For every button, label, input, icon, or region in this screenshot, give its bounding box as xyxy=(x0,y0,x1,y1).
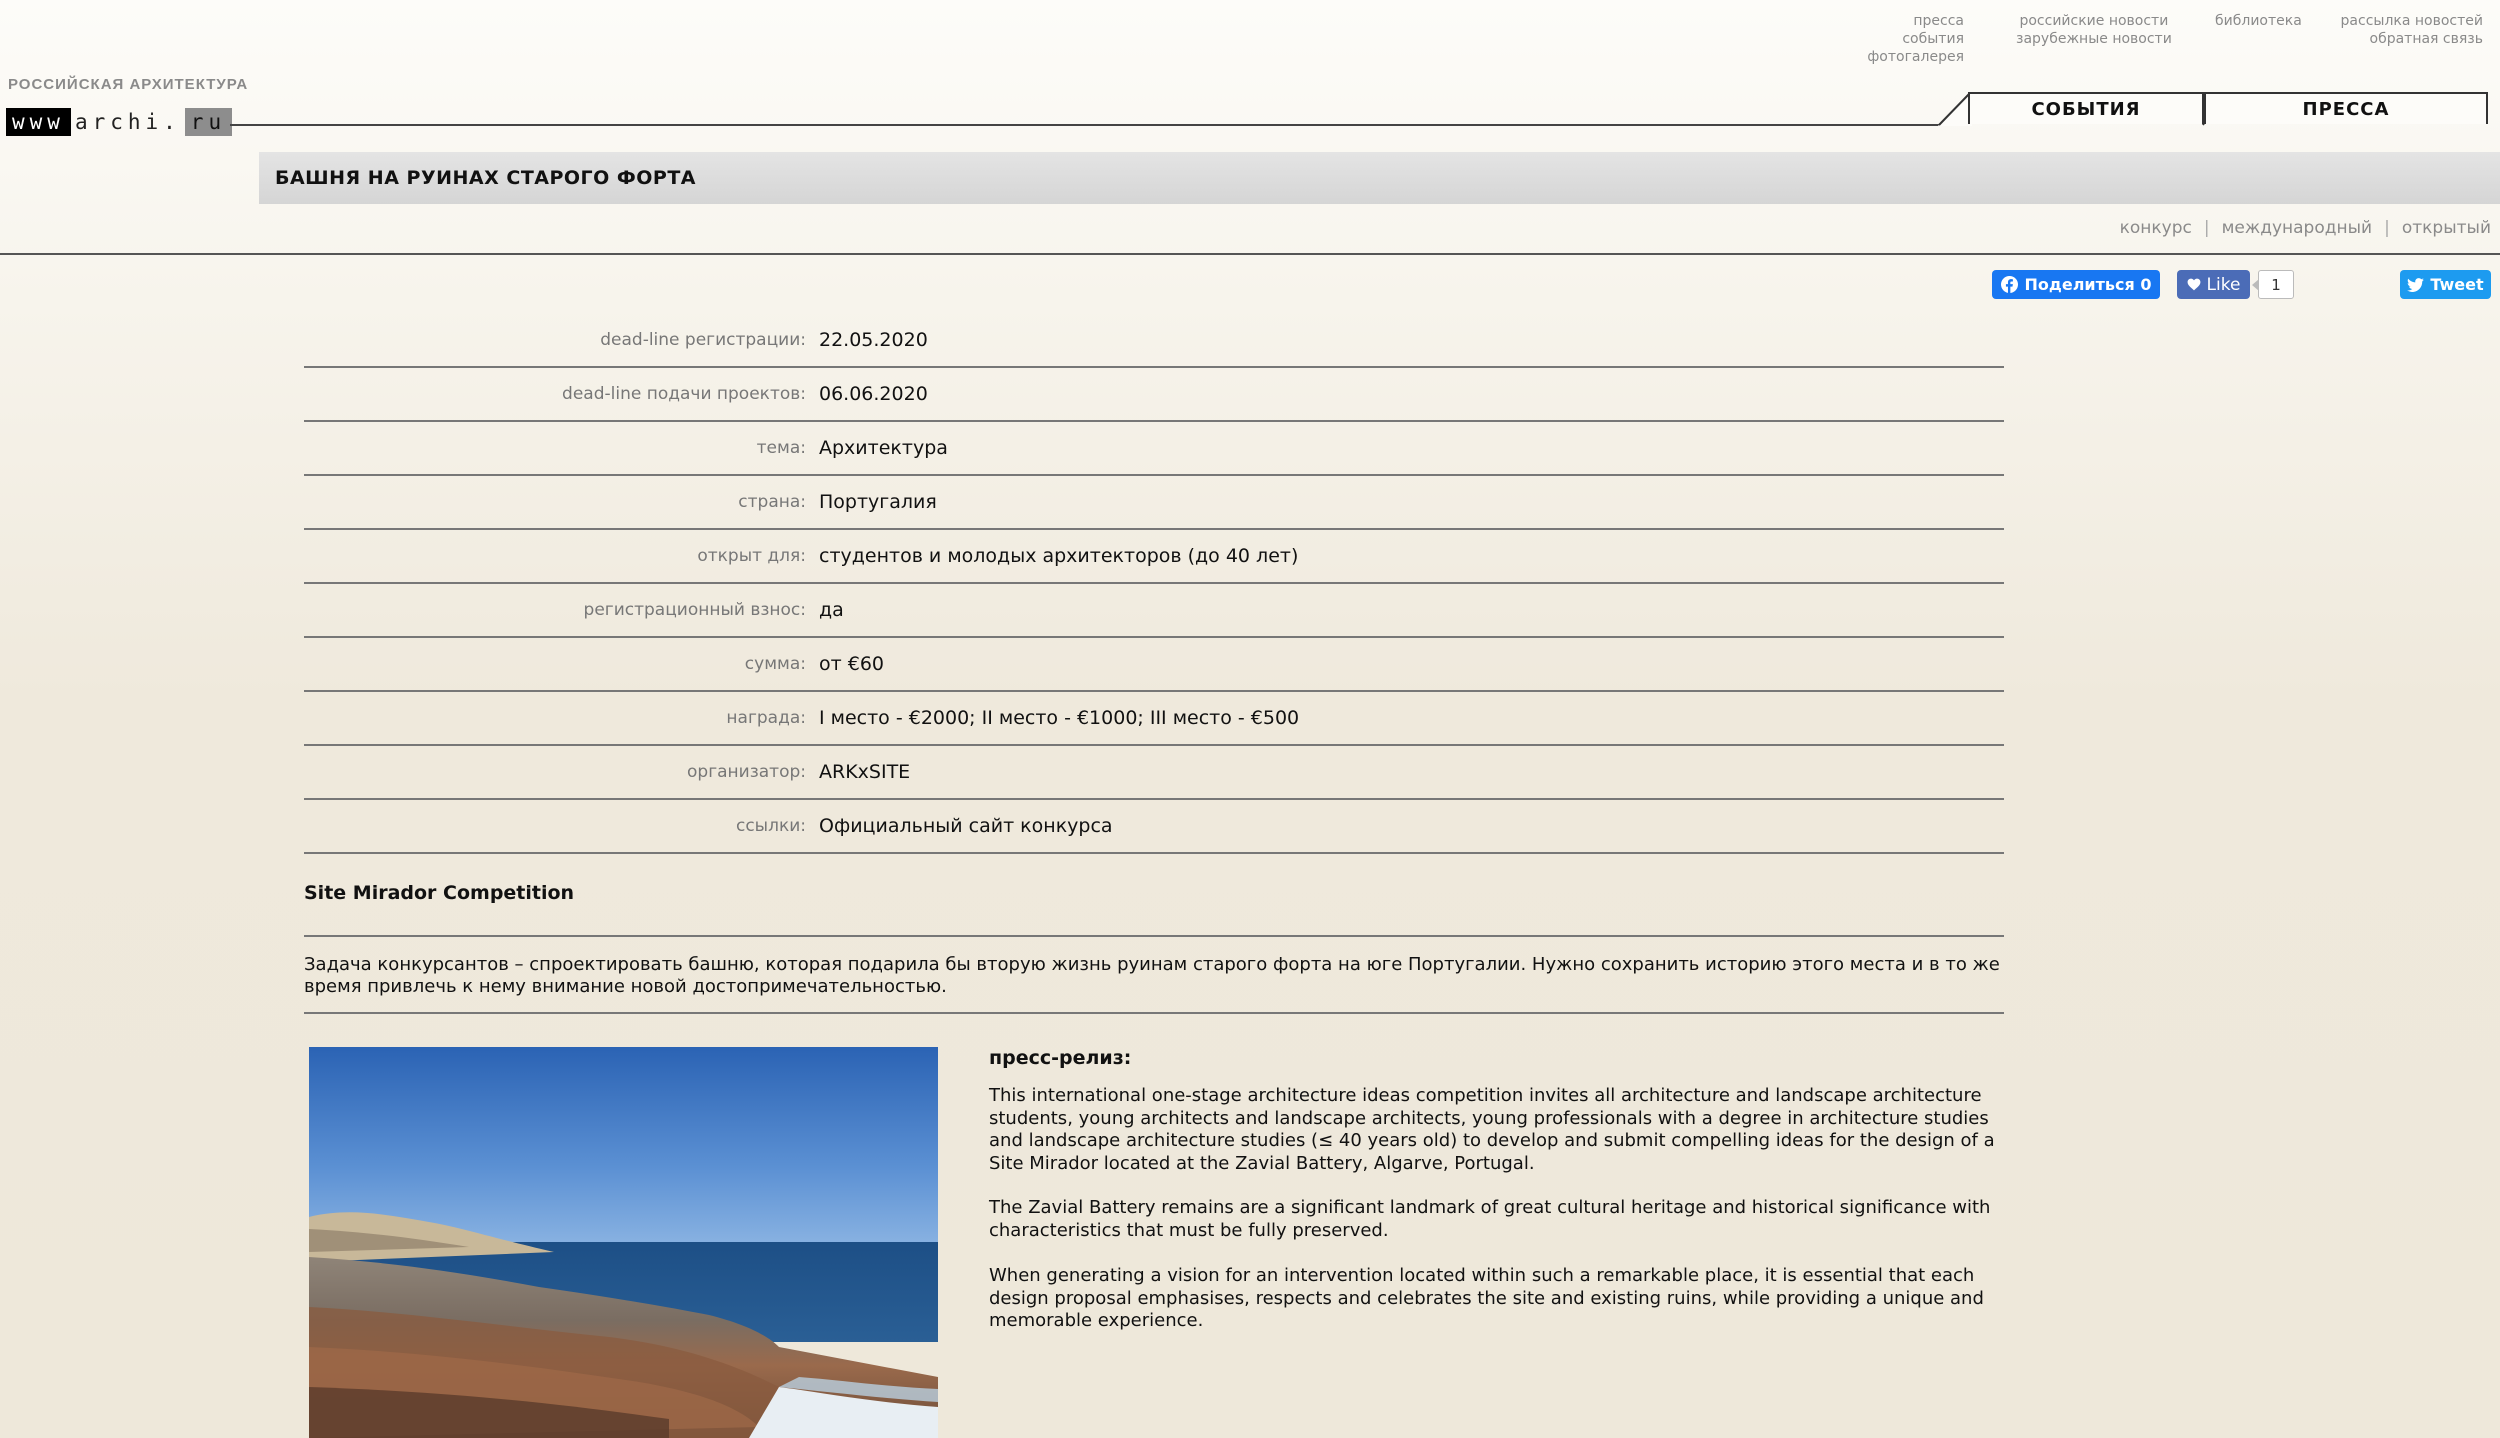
topnav-link-russian-news[interactable]: российские новости xyxy=(2019,13,2169,29)
section-divider xyxy=(304,935,2004,937)
logo-www: www xyxy=(6,108,71,136)
tag-separator: | xyxy=(2384,218,2390,238)
tag-open[interactable]: открытый xyxy=(2401,218,2491,238)
info-label: dead-line регистрации: xyxy=(600,330,806,350)
topnav-link-newsletter[interactable]: рассылка новостей xyxy=(2340,13,2483,29)
topnav-link-gallery[interactable]: фотогалерея xyxy=(1867,49,1964,65)
info-label: страна: xyxy=(738,492,806,512)
content-divider xyxy=(0,253,2500,255)
press-release-paragraph: This international one-stage architecture ideas competition invites all architecture and landscape architecture students, young architects and landscape architects, young professionals with a degree in architecture studies and landscape architecture studies (≤ 40 years old) to develop and submit compelling ideas for the design of a Site Mirador located at the Zavial Battery, Algarve, Portugal. xyxy=(989,1085,1995,1174)
info-row-submission-deadline xyxy=(304,368,2004,422)
info-row-amount xyxy=(304,638,2004,692)
title-bar xyxy=(259,152,2500,204)
info-row-prize xyxy=(304,692,2004,746)
topnav-col-1 xyxy=(1867,12,1964,66)
page-title: БАШНЯ НА РУИНАХ СТАРОГО ФОРТА xyxy=(275,167,697,189)
info-row-links xyxy=(304,800,2004,854)
info-value: Архитектура xyxy=(819,437,948,459)
info-row-registration-fee xyxy=(304,584,2004,638)
topnav-link-foreign-news[interactable]: зарубежные новости xyxy=(2016,31,2172,47)
press-release-paragraph: When generating a vision for an intervention located within such a remarkable place, it is essential that each design proposal emphasises, respects and celebrates the site and existing ruins, while providing a unique and memorable experience. xyxy=(989,1265,1984,1331)
info-row-open-for xyxy=(304,530,2004,584)
topnav-link-events[interactable]: события xyxy=(1902,31,1964,47)
facebook-icon xyxy=(2001,276,2018,293)
topnav-link-press[interactable]: пресса xyxy=(1913,13,1964,29)
logo-domain: archi. xyxy=(74,110,181,134)
info-label: dead-line подачи проектов: xyxy=(562,384,806,404)
logo-caption: РОССИЙСКАЯ АРХИТЕКТУРА xyxy=(8,76,249,93)
coastline-image xyxy=(309,1047,938,1438)
topnav-col-3 xyxy=(2215,12,2302,30)
tab-events[interactable] xyxy=(1968,92,2204,124)
info-value: студентов и молодых архитекторов (до 40 лет) xyxy=(819,545,1299,567)
info-value: ARKxSITE xyxy=(819,761,911,783)
info-row-registration-deadline xyxy=(304,314,2004,368)
info-value: I место - €2000; II место - €1000; III место - €500 xyxy=(819,707,1300,729)
tag-competition[interactable]: конкурс xyxy=(2119,218,2192,238)
info-label: награда: xyxy=(726,708,806,728)
info-label: открыт для: xyxy=(697,546,806,566)
like-count: 1 xyxy=(2258,270,2294,299)
info-label: ссылки: xyxy=(735,816,806,836)
info-label: регистрационный взнос: xyxy=(583,600,806,620)
tweet-label: Tweet xyxy=(2430,275,2484,294)
info-value: Португалия xyxy=(819,491,937,513)
tab-press-label: ПРЕССА xyxy=(2302,98,2390,120)
info-row-theme xyxy=(304,422,2004,476)
tab-press[interactable] xyxy=(2204,92,2488,124)
competition-description: Задача конкурсантов – спроектировать башню, которая подарила бы вторую жизнь руинам старого форта на юге Португалии. Нужно сохранить историю этого места и в то же время привлечь к нему внимание новой достопримечательностью. xyxy=(304,954,2000,997)
logo-tld: ru xyxy=(185,108,232,136)
site-logo[interactable] xyxy=(6,108,232,136)
press-release-heading: пресс-релиз: xyxy=(989,1047,1132,1069)
info-value: 22.05.2020 xyxy=(819,329,928,351)
official-site-link[interactable]: Официальный сайт конкурса xyxy=(819,815,1113,837)
header-divider xyxy=(230,124,1943,126)
category-tags xyxy=(2120,218,2491,238)
facebook-share-label: Поделиться 0 xyxy=(2024,275,2152,294)
section-title: Site Mirador Competition xyxy=(304,882,575,904)
info-value: от €60 xyxy=(819,653,884,675)
tag-separator: | xyxy=(2203,218,2210,238)
competition-info-table xyxy=(304,314,2004,854)
tag-international[interactable]: международный xyxy=(2221,218,2373,238)
topnav-link-feedback[interactable]: обратная связь xyxy=(2369,31,2483,47)
info-row-organizer xyxy=(304,746,2004,800)
tab-events-label: СОБЫТИЯ xyxy=(2031,98,2141,120)
like-button[interactable] xyxy=(2177,270,2250,299)
tweet-button[interactable] xyxy=(2400,270,2491,299)
info-value: 06.06.2020 xyxy=(819,383,928,405)
facebook-share-button[interactable] xyxy=(1992,270,2160,299)
press-release-paragraph: The Zavial Battery remains are a significant landmark of great cultural heritage and historical significance with characteristics that must be fully preserved. xyxy=(989,1197,1991,1241)
topnav-col-2 xyxy=(2016,12,2172,48)
section-divider xyxy=(304,1012,2004,1014)
info-label: сумма: xyxy=(744,654,806,674)
tab-slant-left xyxy=(1938,92,1972,126)
twitter-bird-icon xyxy=(2407,278,2424,292)
competition-photo[interactable] xyxy=(309,1047,938,1438)
info-label: тема: xyxy=(756,438,806,458)
info-value: да xyxy=(819,599,844,621)
topnav-col-4 xyxy=(2341,12,2483,48)
topnav-link-library[interactable]: библиотека xyxy=(2215,13,2302,29)
info-label: организатор: xyxy=(687,762,806,782)
heart-icon xyxy=(2187,278,2201,291)
info-row-country xyxy=(304,476,2004,530)
like-label: Like xyxy=(2206,274,2241,295)
